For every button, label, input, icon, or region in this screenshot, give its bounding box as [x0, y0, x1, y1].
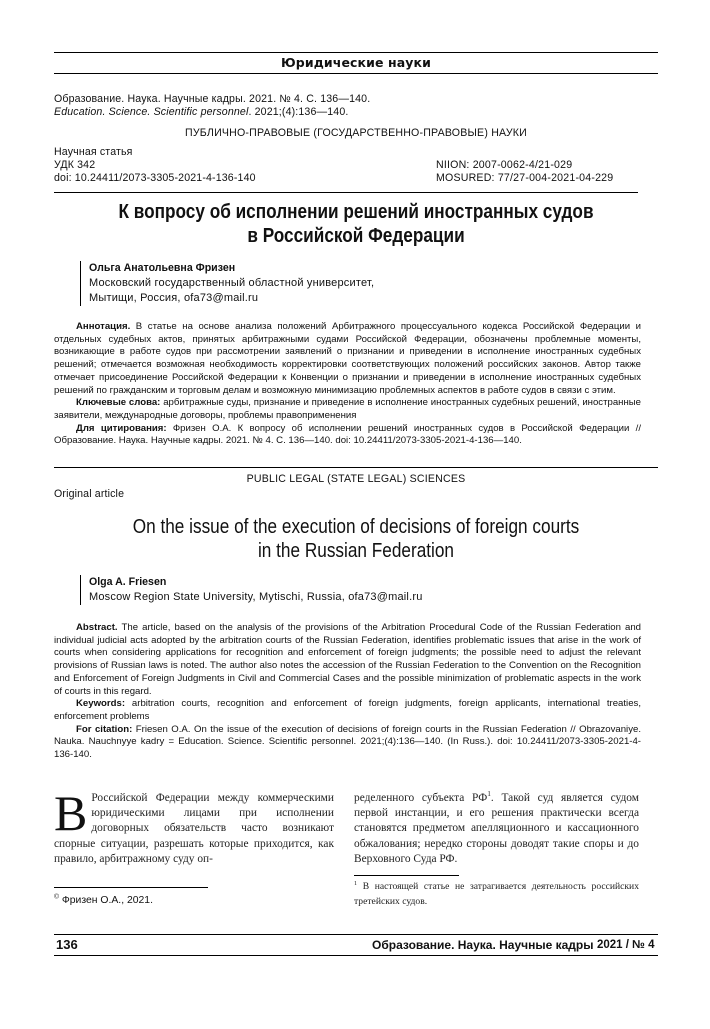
annotation-text: В статье на основе анализа положений Арбитражного процессуального кодекса Российской Федерации и отдельных судебных актов, принятых арбитражными судами Российской Федерации, обозначены проблемные моменты, возникающие в работе судов при рассмотрении заявлений о признании и приведении в исполнение иностранных судебных решений; отмечается возможная необходимость корректировки соответствующих положений российских законов. Автор также отмечает присоединение Российской Федерации к Конвенции о признании и приведении в исполнение иностранных судебных решений по гражданским и торговым делам и возможную минимизацию проблемных аспектов в работе судов в связи с этим.: [54, 321, 641, 396]
annotation-label: Аннотация.: [76, 321, 131, 332]
cite-label-ru: Для цитирования:: [76, 422, 167, 434]
page-number: 136: [56, 937, 78, 952]
author-affiliation-en: Moscow Region State University, Mytischi, Russia, ofa73@mail.ru: [89, 591, 423, 603]
keywords-ru: [54, 397, 641, 422]
article-title-ru: [96, 200, 615, 248]
footer-top-rule: [54, 934, 658, 935]
cite-text-en: Friesen O.A. On the issue of the execution of decisions of foreign courts in the Russian Federation // Obrazovaniye. Nauka. Nauchnyye kadry = Education. Science. Scientific personnel. 2021;(4):136—140. (In Russ.). doi: 10.24411/2073-3305-2021-4-136-140.: [54, 723, 641, 761]
niion-code: NIION: 2007-0062-4/21-029: [436, 159, 573, 171]
body-column-left: [54, 785, 334, 867]
citation-block-ru: [54, 423, 641, 448]
section-heading-en: PUBLIC LEGAL (STATE LEGAL) SCIENCES: [246, 473, 466, 485]
language-divider: [54, 467, 658, 468]
author-name-ru: Ольга Анатольевна Фризен: [89, 262, 236, 274]
citation-block-en: [54, 724, 641, 762]
body-text-right-b: . Такой суд является судом первой инстанции, и его решения практически всегда становятся предметом апелляционного и кассационного обжалования; нередко стороны доводят такие споры и до Верховного Суда РФ.: [354, 792, 639, 865]
article-type-en: Original article: [54, 488, 125, 500]
article-title-en: [96, 515, 615, 563]
article-title-ru-line1: К вопросу об исполнении решений иностранных судов: [118, 201, 594, 223]
abstract-ru: [54, 321, 641, 448]
section-heading-ru: ПУБЛИЧНО-ПРАВОВЫЕ (ГОСУДАРСТВЕННО-ПРАВОВЫЕ) НАУКИ: [185, 127, 527, 139]
keywords-text-en: arbitration courts, recognition and enforcement of foreign judgments, foreign applicants, international treaties, enforcement problems: [54, 698, 641, 722]
citation-ru: Образование. Наука. Научные кадры. 2021. № 4. С. 136—140.: [54, 93, 371, 105]
copyright-text: Фризен О.А., 2021.: [58, 895, 153, 906]
author-affiliation-ru: Московский государственный областной университет,: [89, 277, 375, 289]
header-bottom-rule: [54, 73, 658, 74]
footer-issue: 2021 / № 4: [597, 939, 655, 951]
keywords-label-ru: Ключевые слова:: [76, 397, 161, 409]
author-name-en: Olga A. Friesen: [89, 576, 167, 588]
article-title-en-line2: in the Russian Federation: [257, 540, 454, 562]
footnote-rule: [354, 875, 459, 876]
citation-en-rest: . 2021;(4):136—140.: [248, 106, 349, 118]
keywords-text-ru: арбитражные суды, признание и приведение в исполнение иностранных судебных решений, иностранные заявители, международные договоры, проблемы правоприменения: [54, 397, 641, 421]
article-type-ru: Научная статья: [54, 146, 133, 158]
keywords-label-en: Keywords:: [76, 698, 126, 710]
abstract-text-en: The article, based on the analysis of the provisions of the Arbitration Procedural Code of the Russian Federation and individual judicial acts adopted by the arbitration courts of the Russian Federation, identifies problematic issues that arise in the work of courts when considering applications for recognition and enforcement of foreign judgments; the possible need to adjust the relevant provisions of Russian laws is noted. The author also notes the accession of the Russian Federation to the Convention on the Recognition and Enforcement of Foreign Judgments in Civil and Commercial Cases and the possible minimization of problematic aspects in the work of courts in this regard.: [54, 622, 641, 697]
author-block-en: [80, 575, 423, 605]
abstract-label-en: Abstract.: [76, 622, 118, 633]
meta-divider: [54, 192, 638, 193]
abstract-en-paragraph: [54, 622, 641, 698]
copyright-rule: [54, 887, 208, 888]
author-block-ru: [80, 261, 374, 306]
body-text-right-a: ределенного субъекта РФ: [354, 792, 488, 804]
mosured-code: MOSURED: 77/27-004-2021-04-229: [436, 172, 614, 184]
author-location-ru: Мытищи, Россия, ofa73@mail.ru: [89, 292, 259, 304]
annotation-ru: [54, 321, 641, 397]
udk: УДК 342: [54, 159, 96, 171]
drop-cap: В: [54, 785, 88, 841]
cite-label-en: For citation:: [76, 723, 133, 735]
keywords-en: [54, 698, 641, 723]
footer-journal-name: Образование. Наука. Научные кадры: [372, 938, 594, 952]
doi: doi: 10.24411/2073-3305-2021-4-136-140: [54, 172, 256, 184]
citation-en-journal: Education. Science. Scientific personnel: [54, 106, 249, 118]
copyright-notice: [54, 894, 153, 907]
body-column-right: [354, 791, 639, 867]
cite-text-ru: Фризен О.А. К вопросу об исполнении решений иностранных судов в Российской Федерации // Образование. Наука. Научные кадры. 2021. № 4. С. 136—140. doi: 10.24411/2073-3305-2021-4-136—140.: [54, 422, 641, 447]
footnote-reference[interactable]: 1: [487, 789, 491, 799]
article-title-ru-line2: в Российской Федерации: [247, 225, 465, 247]
citation-en: [54, 106, 348, 119]
footnote: [354, 879, 639, 909]
article-title-en-line1: On the issue of the execution of decisions of foreign courts: [132, 516, 580, 538]
abstract-en: [54, 622, 641, 762]
running-header: Юридические науки: [281, 55, 431, 70]
footnote-text: В настоящей статье не затрагивается деятельность российских третейских судов.: [354, 881, 639, 907]
body-text-left: Российской Федерации между коммерческими юридическими лицами при исполнении договорных обязательств часто возникают спорные ситуации, разрешать которые приходится, как правило, арбитражному суду оп-: [54, 792, 334, 865]
footnote-number: 1: [354, 879, 358, 887]
copyright-symbol: ©: [54, 893, 59, 901]
footer-bottom-rule: [54, 955, 658, 956]
